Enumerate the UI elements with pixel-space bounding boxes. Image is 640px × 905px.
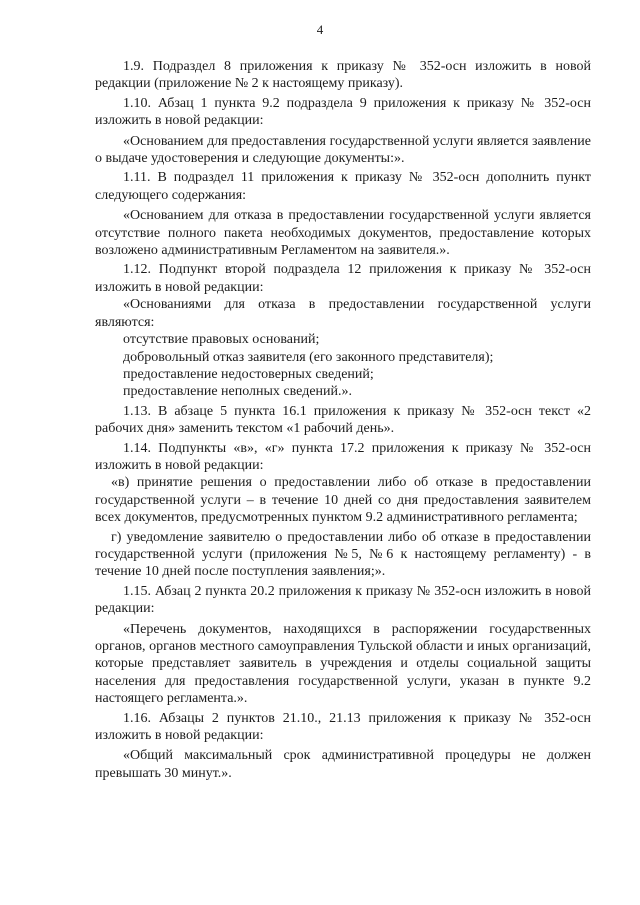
paragraph-1-11: 1.11. В подраздел 11 приложения к приказу № 352-осн дополнить пункт следующего содержания: (95, 170, 591, 203)
quote-1-15: «Перечень документов, находящихся в распоряжении государственных органов, органов местного самоуправления Тульской области и иных организаций, которые представляет заявитель в учреждения и отделы социальной защиты населения для предоставления государственной услуги, указан в пункте 9.2 настоящего регламента.». (95, 621, 591, 707)
quote-1-11: «Основанием для отказа в предоставлении государственной услуги является отсутствие полного пакета необходимых документов, предоставление которых возложено административным Регламентом на заявителя.». (95, 208, 591, 259)
paragraph-1-14: 1.14. Подпункты «в», «г» пункта 17.2 приложения к приказу № 352-осн изложить в новой редакции: (95, 440, 591, 473)
list-item: предоставление недостоверных сведений; (123, 366, 374, 382)
subitem-g: г) уведомление заявителю о предоставлении либо об отказе в предоставлении государственной услуги (приложения №5, №6 к настоящему регламенту) - в течение 10 дней после поступления заявления;». (95, 529, 591, 580)
subitem-v: «в) принятие решения о предоставлении либо об отказе в предоставлении государственной услуги – в течение 10 дней со дня предоставления заявителем всех документов, предусмотренных пунктом 9.2 административного регламента; (95, 475, 591, 526)
list-item: отсутствие правовых оснований; (123, 332, 320, 348)
list-item: добровольный отказ заявителя (его законного представителя); (123, 349, 494, 365)
paragraph-1-10: 1.10. Абзац 1 пункта 9.2 подраздела 9 приложения к приказу № 352-осн изложить в новой редакции: (95, 95, 591, 129)
quote-1-16: «Общий максимальный срок административной процедуры не должен превышать 30 минут.». (95, 748, 591, 781)
paragraph-1-13: 1.13. В абзаце 5 пункта 16.1 приложения к приказу № 352-осн текст «2 рабочих дня» заменить текстом «1 рабочий день». (95, 403, 591, 437)
paragraph-1-16: 1.16. Абзацы 2 пунктов 21.10., 21.13 приложения к приказу № 352-осн изложить в новой редакции: (95, 710, 591, 744)
quote-1-10: «Основанием для предоставления государственной услуги является заявление о выдаче удостоверения и следующие документы:». (95, 133, 591, 167)
paragraph-1-9: 1.9. Подраздел 8 приложения к приказу № 352-осн изложить в новой редакции (приложение № 2 к настоящему приказу). (95, 59, 591, 92)
page-number: 4 (316, 22, 324, 37)
document-body (95, 58, 591, 782)
list-item: предоставление неполных сведений.». (123, 384, 353, 400)
paragraph-1-12: 1.12. Подпункт второй подраздела 12 приложения к приказу № 352-осн изложить в новой редакции: (95, 262, 591, 295)
quote-1-12: «Основаниями для отказа в предоставлении государственной услуги являются: (95, 297, 591, 330)
paragraph-1-15: 1.15. Абзац 2 пункта 20.2 приложения к приказу № 352-осн изложить в новой редакции: (95, 583, 591, 617)
